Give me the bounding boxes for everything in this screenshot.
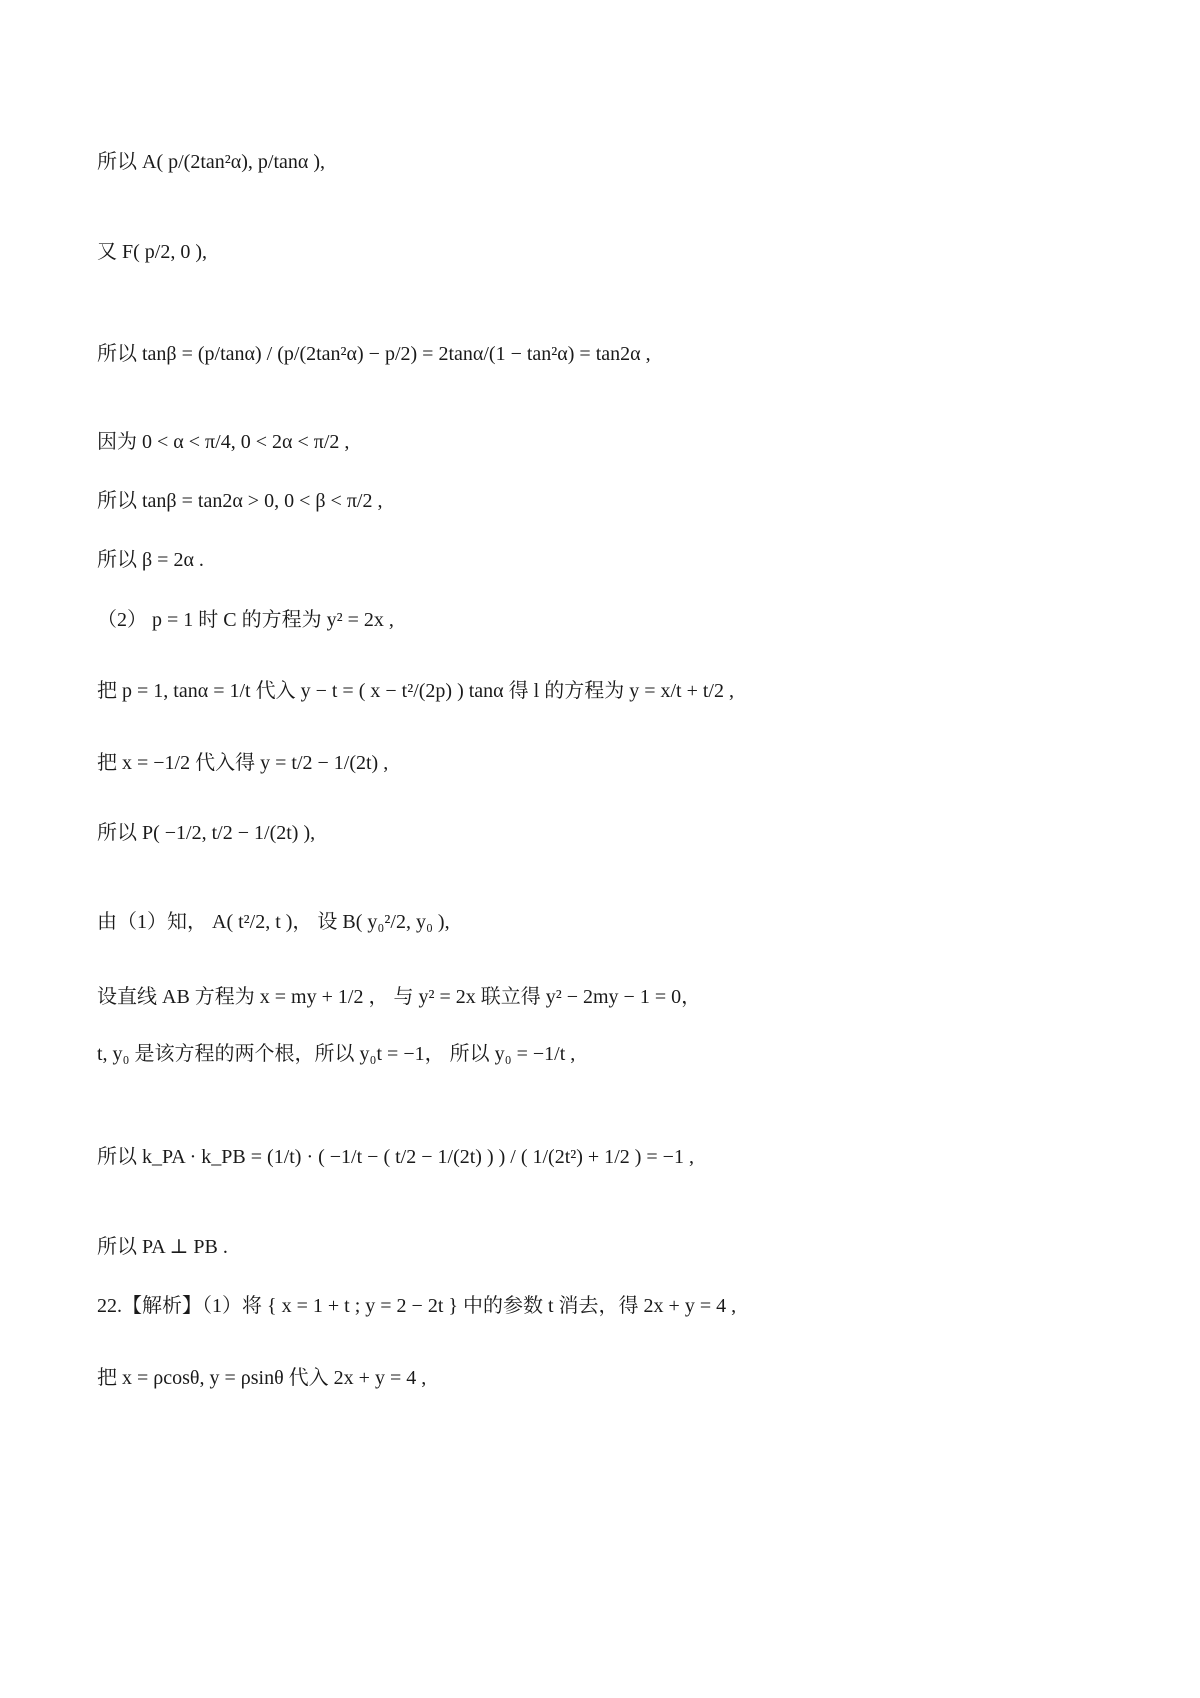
solution-line-5: 所以 tanβ = tan2α > 0, 0 < β < π/2 ,: [97, 490, 383, 512]
solution-line-1: 所以 A( p/(2tan²α), p/tanα ),: [97, 151, 326, 173]
solution-line-13: t, y₀ 是该方程的两个根，所以 y₀t = −1， 所以 y₀ = −1/t ,: [97, 1043, 576, 1065]
solution-line-16: 22.【解析】（1）将 { x = 1 + t ; y = 2 − 2t } 中的参数 t 消去，得 2x + y = 4 ,: [97, 1295, 737, 1317]
solution-line-2: 又 F( p/2, 0 ),: [97, 241, 207, 263]
solution-line-15: 所以 PA ⊥ PB .: [97, 1236, 228, 1258]
solution-line-10: 所以 P( −1/2, t/2 − 1/(2t) ),: [97, 822, 316, 844]
solution-line-11: 由（1）知， A( t²/2, t )， 设 B( y₀²/2, y₀ ),: [97, 911, 450, 933]
solution-line-8: 把 p = 1, tanα = 1/t 代入 y − t = ( x − t²/(2p) ) tanα 得 l 的方程为 y = x/t + t/2 ,: [97, 680, 734, 702]
solution-line-14: 所以 k_PA · k_PB = (1/t) · ( −1/t − ( t/2 − 1/(2t) ) ) / ( 1/(2t²) + 1/2 ) = −1 ,: [97, 1146, 694, 1168]
solution-line-17: 把 x = ρcosθ, y = ρsinθ 代入 2x + y = 4 ,: [97, 1367, 427, 1389]
solution-line-3: 所以 tanβ = (p/tanα) / (p/(2tan²α) − p/2) = 2tanα/(1 − tan²α) = tan2α ,: [97, 343, 651, 365]
solution-line-4: 因为 0 < α < π/4, 0 < 2α < π/2 ,: [97, 431, 350, 453]
solution-line-9: 把 x = −1/2 代入得 y = t/2 − 1/(2t) ,: [97, 752, 389, 774]
solution-line-7: （2） p = 1 时 C 的方程为 y² = 2x ,: [97, 609, 394, 631]
solution-line-12: 设直线 AB 方程为 x = my + 1/2 ， 与 y² = 2x 联立得 y² − 2my − 1 = 0，: [97, 986, 702, 1008]
solution-line-6: 所以 β = 2α .: [97, 549, 204, 571]
